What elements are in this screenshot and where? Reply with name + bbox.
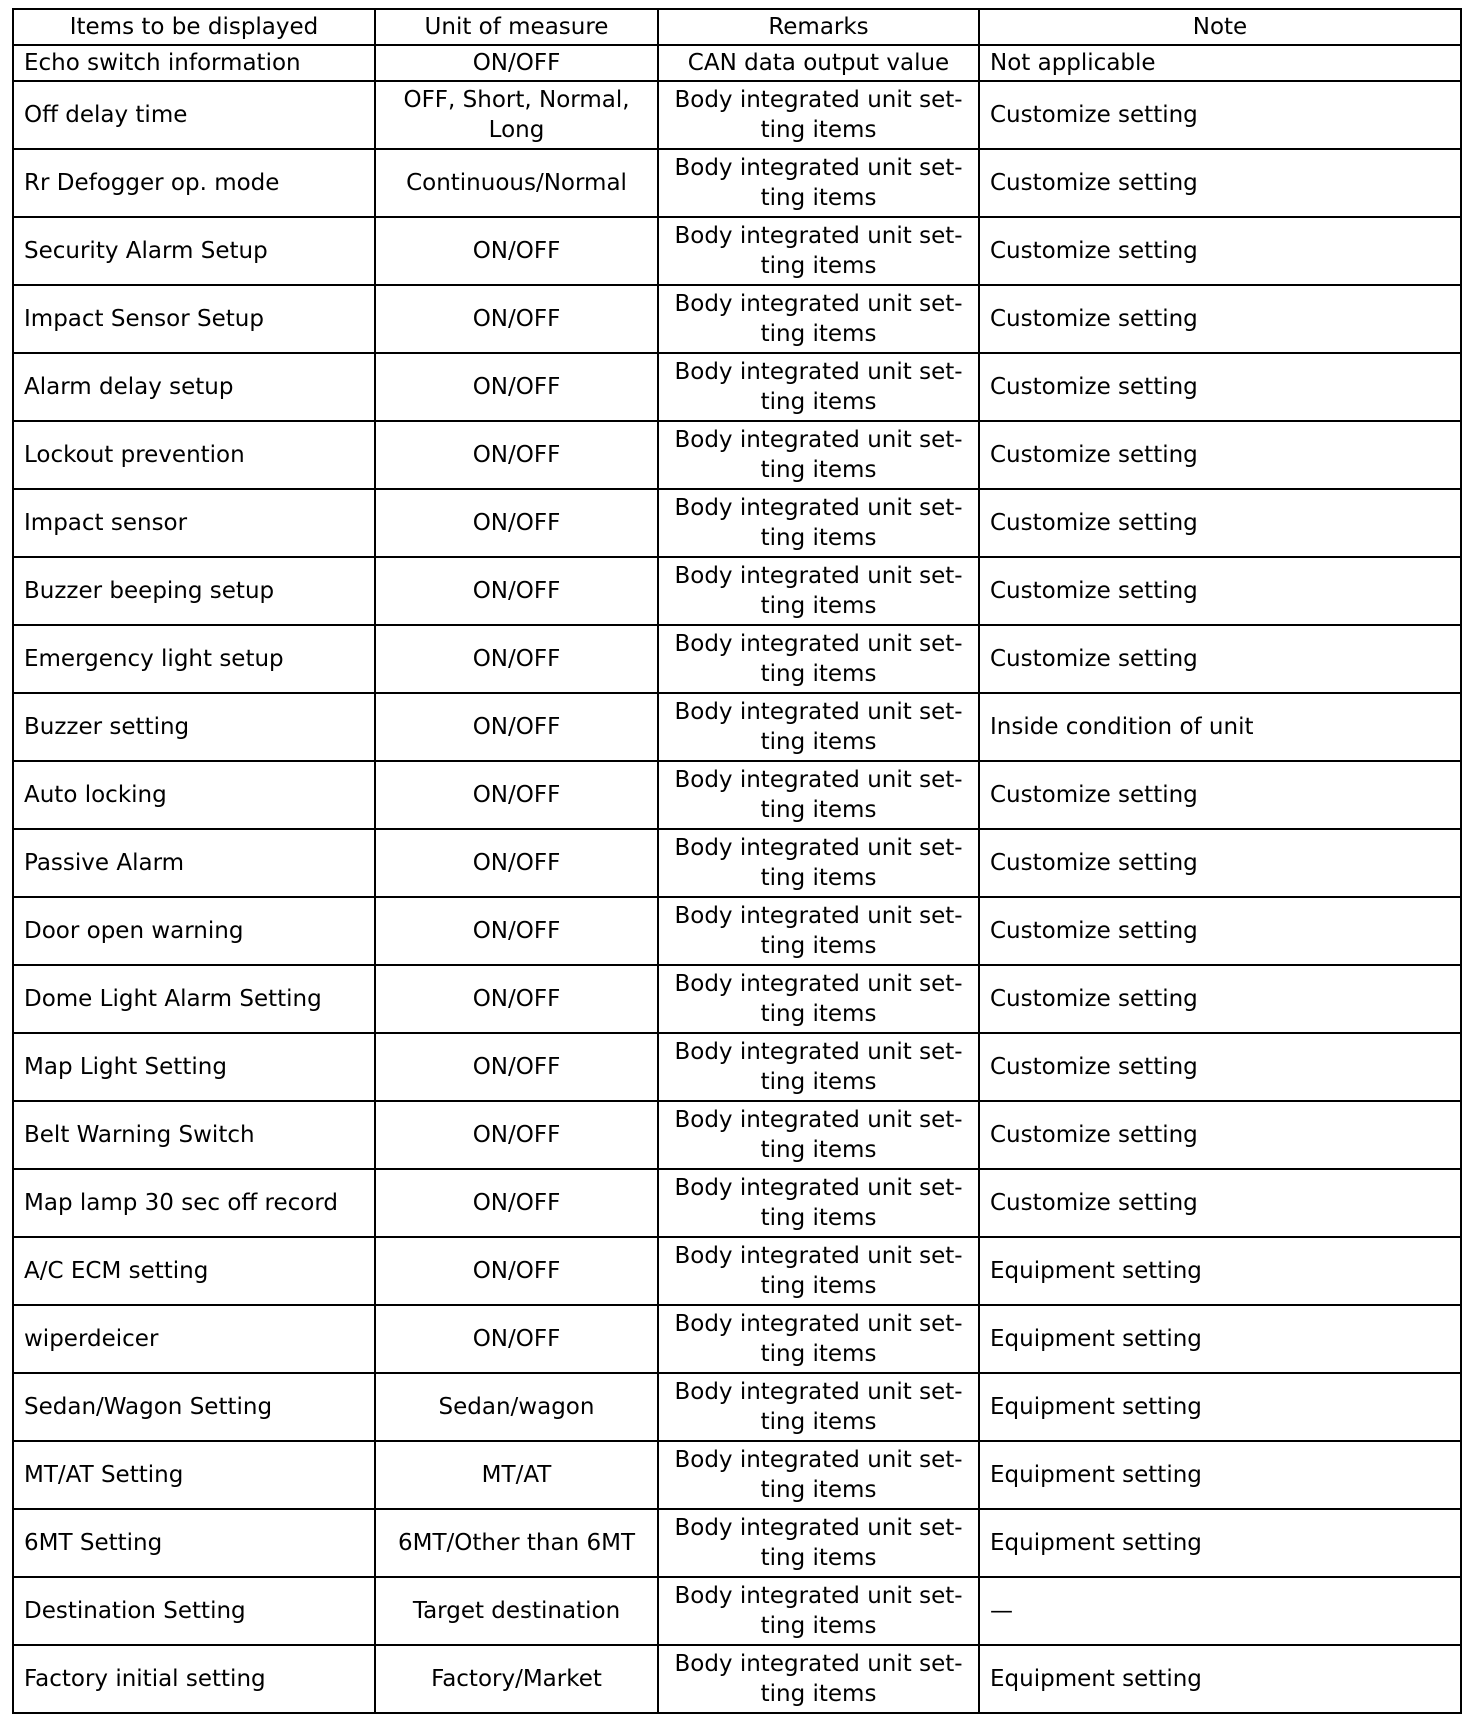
table-row: [13, 81, 1461, 149]
table-row: [13, 1101, 1461, 1169]
row-item-cell: wiperdeicer: [13, 1305, 375, 1373]
row-note-cell: Equipment setting: [979, 1645, 1461, 1713]
row-remarks-cell: Body integrated unit set- ting items: [658, 149, 979, 217]
row-item-cell: A/C ECM setting: [13, 1237, 375, 1305]
row-unit-cell: ON/OFF: [375, 897, 658, 965]
row-unit-cell: ON/OFF: [375, 217, 658, 285]
row-remarks-cell: Body integrated unit set- ting items: [658, 1237, 979, 1305]
row-unit-cell: ON/OFF: [375, 557, 658, 625]
row-unit-cell: ON/OFF: [375, 829, 658, 897]
row-unit-cell: Sedan/wagon: [375, 1373, 658, 1441]
row-note-cell: Customize setting: [979, 421, 1461, 489]
row-remarks-cell: Body integrated unit set- ting items: [658, 625, 979, 693]
settings-table: [12, 8, 1462, 1714]
row-unit-cell: ON/OFF: [375, 1169, 658, 1237]
row-note-cell: Equipment setting: [979, 1237, 1461, 1305]
row-unit-cell: Factory/Market: [375, 1645, 658, 1713]
row-note-cell: Customize setting: [979, 81, 1461, 149]
row-item-cell: Off delay time: [13, 81, 375, 149]
row-remarks-cell: Body integrated unit set- ting items: [658, 693, 979, 761]
row-remarks-cell: Body integrated unit set- ting items: [658, 965, 979, 1033]
row-unit-cell: MT/AT: [375, 1441, 658, 1509]
table-row: [13, 1645, 1461, 1713]
table-body: [13, 45, 1461, 1713]
table-header: [13, 9, 1461, 45]
header-remarks: Remarks: [658, 9, 979, 45]
header-items: Items to be displayed: [13, 9, 375, 45]
table-row: [13, 421, 1461, 489]
row-note-cell: —: [979, 1577, 1461, 1645]
row-unit-cell: ON/OFF: [375, 693, 658, 761]
row-item-cell: Sedan/Wagon Setting: [13, 1373, 375, 1441]
row-note-cell: Customize setting: [979, 489, 1461, 557]
row-item-cell: Door open warning: [13, 897, 375, 965]
row-remarks-cell: Body integrated unit set- ting items: [658, 829, 979, 897]
row-unit-cell: 6MT/Other than 6MT: [375, 1509, 658, 1577]
row-note-cell: Customize setting: [979, 829, 1461, 897]
row-unit-cell: ON/OFF: [375, 965, 658, 1033]
table-row: [13, 761, 1461, 829]
table-row: [13, 1169, 1461, 1237]
row-note-cell: Customize setting: [979, 149, 1461, 217]
row-remarks-cell: Body integrated unit set- ting items: [658, 761, 979, 829]
table-row: [13, 1237, 1461, 1305]
row-item-cell: MT/AT Setting: [13, 1441, 375, 1509]
row-remarks-cell: Body integrated unit set- ting items: [658, 353, 979, 421]
table-row: [13, 1305, 1461, 1373]
table-row: [13, 1373, 1461, 1441]
row-item-cell: Map lamp 30 sec off record: [13, 1169, 375, 1237]
row-item-cell: Alarm delay setup: [13, 353, 375, 421]
row-item-cell: 6MT Setting: [13, 1509, 375, 1577]
row-remarks-cell: CAN data output value: [658, 45, 979, 81]
table-row: [13, 1033, 1461, 1101]
row-remarks-cell: Body integrated unit set- ting items: [658, 421, 979, 489]
row-remarks-cell: Body integrated unit set- ting items: [658, 1033, 979, 1101]
row-unit-cell: ON/OFF: [375, 285, 658, 353]
row-note-cell: Customize setting: [979, 1169, 1461, 1237]
row-item-cell: Factory initial setting: [13, 1645, 375, 1713]
table-row: [13, 217, 1461, 285]
table-row: [13, 285, 1461, 353]
row-item-cell: Auto locking: [13, 761, 375, 829]
row-item-cell: Belt Warning Switch: [13, 1101, 375, 1169]
row-remarks-cell: Body integrated unit set- ting items: [658, 217, 979, 285]
row-note-cell: Equipment setting: [979, 1305, 1461, 1373]
table-row: [13, 897, 1461, 965]
row-item-cell: Security Alarm Setup: [13, 217, 375, 285]
row-item-cell: Echo switch information: [13, 45, 375, 81]
row-note-cell: Customize setting: [979, 353, 1461, 421]
row-note-cell: Customize setting: [979, 625, 1461, 693]
row-unit-cell: Target destination: [375, 1577, 658, 1645]
row-remarks-cell: Body integrated unit set- ting items: [658, 1305, 979, 1373]
row-unit-cell: ON/OFF: [375, 1101, 658, 1169]
table-row: [13, 829, 1461, 897]
row-item-cell: Dome Light Alarm Setting: [13, 965, 375, 1033]
row-item-cell: Map Light Setting: [13, 1033, 375, 1101]
row-item-cell: Buzzer beeping setup: [13, 557, 375, 625]
row-note-cell: Customize setting: [979, 285, 1461, 353]
table-row: [13, 149, 1461, 217]
row-note-cell: Not applicable: [979, 45, 1461, 81]
row-unit-cell: ON/OFF: [375, 45, 658, 81]
table-row: [13, 1441, 1461, 1509]
table-row: [13, 557, 1461, 625]
table-row: [13, 965, 1461, 1033]
header-unit: Unit of measure: [375, 9, 658, 45]
row-unit-cell: ON/OFF: [375, 421, 658, 489]
row-unit-cell: ON/OFF: [375, 489, 658, 557]
row-remarks-cell: Body integrated unit set- ting items: [658, 1509, 979, 1577]
row-remarks-cell: Body integrated unit set- ting items: [658, 1645, 979, 1713]
row-remarks-cell: Body integrated unit set- ting items: [658, 1373, 979, 1441]
row-unit-cell: OFF, Short, Normal, Long: [375, 81, 658, 149]
row-remarks-cell: Body integrated unit set- ting items: [658, 1169, 979, 1237]
table-row: [13, 1577, 1461, 1645]
table-row: [13, 693, 1461, 761]
row-remarks-cell: Body integrated unit set- ting items: [658, 1577, 979, 1645]
table-row: [13, 625, 1461, 693]
row-item-cell: Impact Sensor Setup: [13, 285, 375, 353]
table-row: [13, 45, 1461, 81]
row-remarks-cell: Body integrated unit set- ting items: [658, 557, 979, 625]
row-note-cell: Customize setting: [979, 965, 1461, 1033]
row-note-cell: Customize setting: [979, 217, 1461, 285]
row-remarks-cell: Body integrated unit set- ting items: [658, 285, 979, 353]
row-remarks-cell: Body integrated unit set- ting items: [658, 489, 979, 557]
row-note-cell: Inside condition of unit: [979, 693, 1461, 761]
row-note-cell: Customize setting: [979, 1033, 1461, 1101]
row-note-cell: Customize setting: [979, 761, 1461, 829]
row-note-cell: Customize setting: [979, 557, 1461, 625]
row-item-cell: Rr Defogger op. mode: [13, 149, 375, 217]
row-item-cell: Lockout prevention: [13, 421, 375, 489]
row-item-cell: Impact sensor: [13, 489, 375, 557]
row-note-cell: Customize setting: [979, 1101, 1461, 1169]
row-item-cell: Emergency light setup: [13, 625, 375, 693]
table-row: [13, 489, 1461, 557]
row-note-cell: Equipment setting: [979, 1373, 1461, 1441]
row-item-cell: Buzzer setting: [13, 693, 375, 761]
row-remarks-cell: Body integrated unit set- ting items: [658, 1101, 979, 1169]
header-note: Note: [979, 9, 1461, 45]
row-unit-cell: ON/OFF: [375, 353, 658, 421]
row-note-cell: Equipment setting: [979, 1509, 1461, 1577]
row-unit-cell: ON/OFF: [375, 761, 658, 829]
row-remarks-cell: Body integrated unit set- ting items: [658, 1441, 979, 1509]
row-note-cell: Customize setting: [979, 897, 1461, 965]
row-unit-cell: ON/OFF: [375, 625, 658, 693]
row-unit-cell: ON/OFF: [375, 1033, 658, 1101]
row-item-cell: Destination Setting: [13, 1577, 375, 1645]
row-unit-cell: ON/OFF: [375, 1305, 658, 1373]
header-row: [13, 9, 1461, 45]
row-note-cell: Equipment setting: [979, 1441, 1461, 1509]
row-item-cell: Passive Alarm: [13, 829, 375, 897]
row-unit-cell: ON/OFF: [375, 1237, 658, 1305]
row-remarks-cell: Body integrated unit set- ting items: [658, 81, 979, 149]
table-row: [13, 1509, 1461, 1577]
row-remarks-cell: Body integrated unit set- ting items: [658, 897, 979, 965]
table-row: [13, 353, 1461, 421]
row-unit-cell: Continuous/Normal: [375, 149, 658, 217]
